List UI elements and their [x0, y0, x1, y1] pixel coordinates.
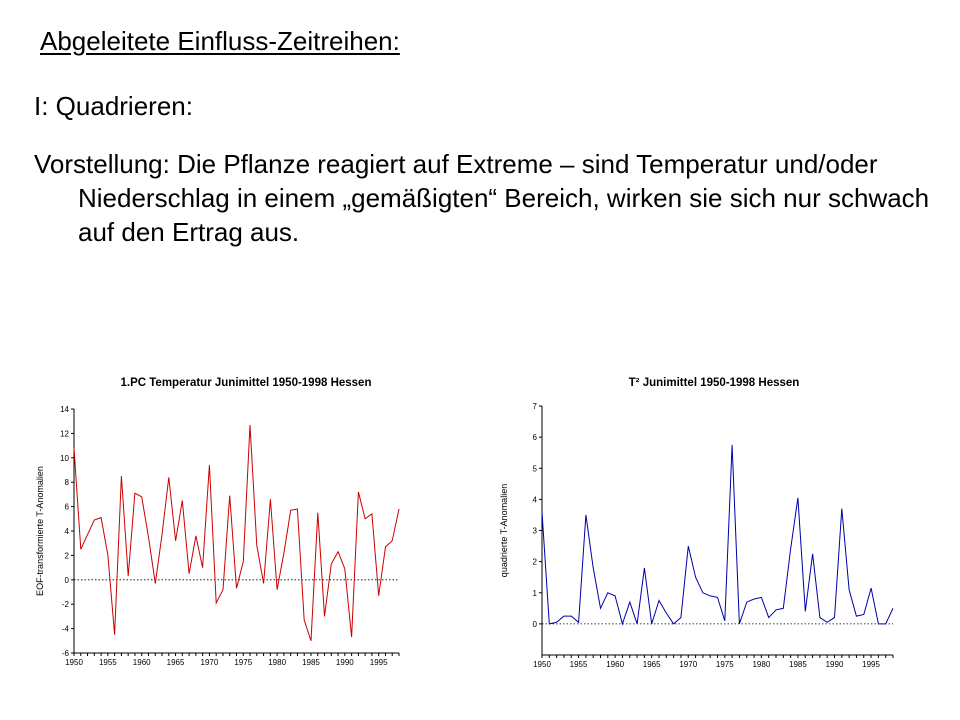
y-tick-label: 5: [532, 464, 537, 474]
x-tick-label: 1980: [268, 658, 287, 667]
x-tick-label: 1960: [606, 660, 625, 669]
x-tick-label: 1970: [679, 660, 698, 669]
y-tick-label: 7: [532, 402, 537, 411]
x-tick-label: 1955: [569, 660, 588, 669]
y-tick-label: 4: [64, 527, 69, 536]
series-line: [74, 425, 399, 641]
x-tick-label: 1985: [789, 660, 807, 669]
x-tick-label: 1995: [369, 658, 388, 667]
x-tick-label: 1985: [302, 658, 320, 667]
y-tick-label: 2: [64, 551, 69, 561]
y-tick-label: -4: [61, 624, 69, 634]
y-tick-label: 6: [532, 433, 537, 443]
y-axis-label: EOF-transformierte T-Anomalien: [35, 466, 45, 596]
x-tick-label: 1975: [234, 658, 253, 667]
chart-temperature-pc: [32, 360, 432, 680]
x-tick-label: 1990: [335, 658, 354, 667]
y-tick-label: 14: [60, 405, 69, 414]
y-tick-label: -2: [61, 600, 69, 610]
x-tick-label: 1965: [166, 658, 185, 667]
y-tick-label: 12: [60, 429, 69, 439]
y-axis-label: quadrierte T-Anomalien: [499, 483, 509, 578]
x-tick-label: 1955: [98, 658, 117, 667]
x-tick-label: 1975: [715, 660, 734, 669]
y-tick-label: 8: [64, 478, 69, 488]
y-tick-label: 0: [532, 619, 537, 629]
slide-heading: Abgeleitete Einfluss-Zeitreihen:: [40, 26, 400, 56]
x-tick-label: 1995: [862, 660, 880, 669]
x-tick-label: 1970: [200, 658, 219, 667]
chart-title: 1.PC Temperatur Junimittel 1950-1998 Hessen: [120, 377, 372, 389]
x-tick-label: 1965: [642, 660, 661, 669]
y-tick-label: 4: [532, 495, 537, 505]
x-tick-label: 1960: [132, 658, 151, 667]
x-tick-label: 1950: [533, 660, 551, 669]
series-line: [542, 445, 893, 624]
slide-subheading: I: Quadrieren:: [34, 91, 193, 121]
y-tick-label: 10: [60, 453, 69, 463]
y-tick-label: 3: [532, 526, 537, 536]
x-tick-label: 1990: [825, 660, 844, 669]
y-tick-label: -6: [61, 649, 69, 658]
slide-body-text: Vorstellung: Die Pflanze reagiert auf Extreme – sind Temperatur und/oder Niederschlag in einem „gemäßigten“ Bereich, wirken sie sich nur schwach auf den Ertrag aus.: [34, 149, 930, 247]
y-tick-label: 1: [532, 588, 537, 598]
x-tick-label: 1950: [65, 658, 83, 667]
y-tick-label: 0: [64, 575, 69, 585]
x-tick-label: 1980: [752, 660, 771, 669]
y-tick-label: 2: [532, 557, 537, 567]
y-tick-label: 6: [64, 502, 69, 512]
chart-temperature-squared: [496, 360, 896, 680]
chart-title: T² Junimittel 1950-1998 Hessen: [628, 377, 800, 389]
